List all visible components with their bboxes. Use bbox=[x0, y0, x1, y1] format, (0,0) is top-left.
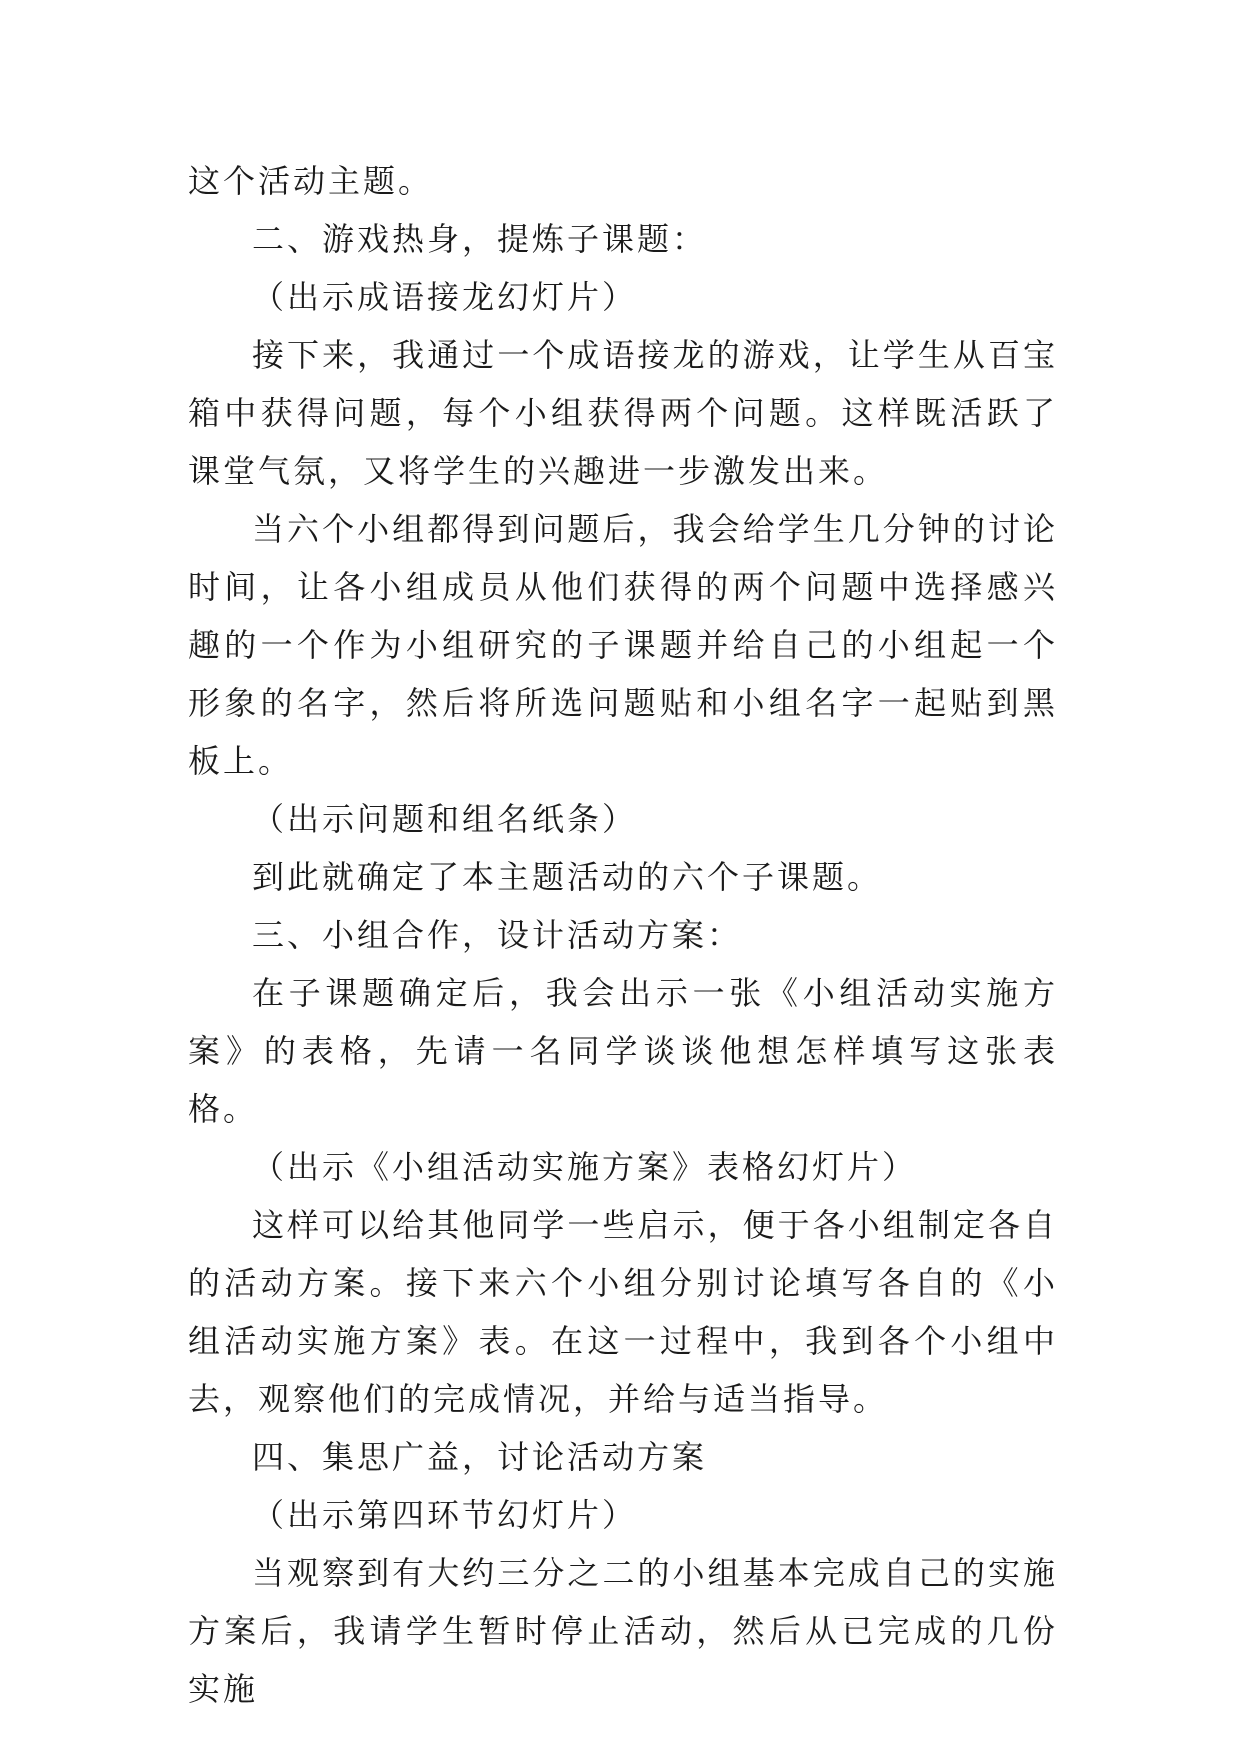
slide-note: （出示成语接龙幻灯片） bbox=[252, 278, 638, 316]
slide-note: （出示问题和组名纸条） bbox=[252, 800, 638, 838]
paragraph: 这样可以给其他同学一些启示，便于各小组制定各自的活动方案。接下来六个小组分别讨论填写各自的《小组活动实施方案》表。在这一过程中，我到各个小组中去，观察他们的完成情况，并给与适当指导。 bbox=[188, 1206, 1058, 1418]
paragraph: 当六个小组都得到问题后，我会给学生几分钟的讨论时间，让各小组成员从他们获得的两个问题中选择感兴趣的一个作为小组研究的子课题并给自己的小组起一个形象的名字，然后将所选问题贴和小组名字一起贴到黑板上。 bbox=[188, 510, 1058, 780]
paragraph-continuation: 这个活动主题。 bbox=[188, 162, 434, 200]
section-heading-4: 四、集思广益，讨论活动方案 bbox=[252, 1438, 708, 1476]
paragraph: 接下来，我通过一个成语接龙的游戏，让学生从百宝箱中获得问题，每个小组获得两个问题。这样既活跃了课堂气氛，又将学生的兴趣进一步激发出来。 bbox=[188, 336, 1058, 490]
paragraph: 在子课题确定后，我会出示一张《小组活动实施方案》的表格，先请一名同学谈谈他想怎样填写这张表格。 bbox=[188, 974, 1058, 1128]
slide-note: （出示《小组活动实施方案》表格幻灯片） bbox=[252, 1148, 918, 1186]
paragraph: 当观察到有大约三分之二的小组基本完成自己的实施方案后，我请学生暂时停止活动，然后从已完成的几份实施 bbox=[188, 1554, 1058, 1708]
section-heading-3: 三、小组合作，设计活动方案： bbox=[252, 916, 743, 954]
paragraph: 到此就确定了本主题活动的六个子课题。 bbox=[252, 858, 883, 896]
slide-note: （出示第四环节幻灯片） bbox=[252, 1496, 638, 1534]
document-body bbox=[188, 152, 1058, 1718]
section-heading-2: 二、游戏热身，提炼子课题： bbox=[252, 220, 708, 258]
